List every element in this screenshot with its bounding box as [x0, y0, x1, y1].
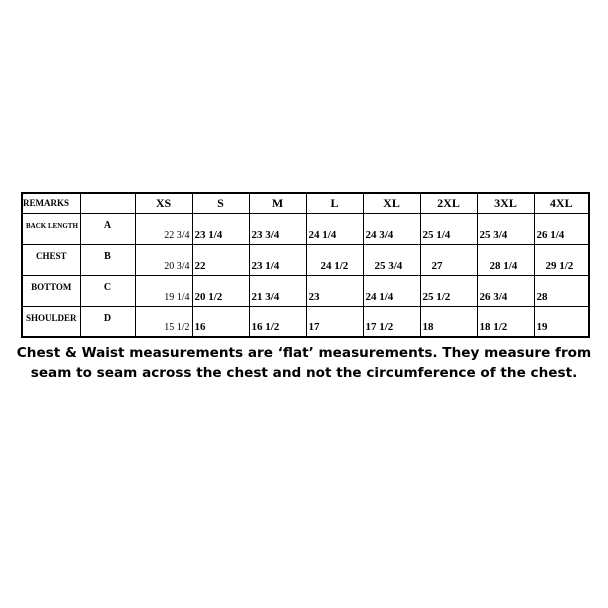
table-cell [306, 306, 363, 337]
size-header-4xl: 4XL [534, 193, 589, 213]
row-label-text: CHEST [35, 250, 67, 261]
table-cell [306, 275, 363, 306]
row-letter-b [80, 244, 135, 275]
table-cell [192, 213, 249, 244]
table-cell [135, 213, 192, 244]
table-cell [249, 244, 306, 275]
cell-value: 23 1/4 [194, 228, 223, 241]
table-cell [135, 306, 192, 337]
table-cell [306, 213, 363, 244]
measurement-note [0, 343, 608, 383]
table-cell [363, 275, 420, 306]
cell-value: 15 1/2 [164, 322, 190, 333]
table-cell [192, 244, 249, 275]
size-header-3xl: 3XL [477, 193, 534, 213]
cell-value: 23 3/4 [251, 228, 280, 241]
table-cell [534, 213, 589, 244]
cell-value: 22 3/4 [164, 229, 190, 241]
size-chart-table [21, 192, 590, 338]
measurement-note-line-2: seam to seam across the chest and not the circumference of the chest. [30, 365, 578, 381]
table-row [22, 244, 589, 275]
cell-value: 16 1/2 [251, 321, 280, 333]
table-cell [420, 306, 477, 337]
cell-value: 26 3/4 [479, 290, 508, 303]
table-cell [306, 244, 363, 275]
table-cell [420, 244, 477, 275]
cell-value: 28 1/4 [489, 259, 518, 272]
cell-value: 25 3/4 [479, 228, 508, 241]
letter-header-blank [80, 193, 135, 213]
table-cell [363, 306, 420, 337]
remarks-header: REMARKS [22, 193, 80, 213]
table-cell [477, 306, 534, 337]
cell-value: 25 3/4 [374, 259, 403, 272]
cell-value: 24 1/2 [320, 259, 349, 272]
table-cell [534, 306, 589, 337]
cell-value: 29 1/2 [545, 259, 574, 272]
cell-value: 19 1/4 [164, 291, 190, 303]
table-cell [363, 213, 420, 244]
table-row [22, 275, 589, 306]
cell-value: 17 1/2 [365, 321, 394, 333]
size-header-xl: XL [363, 193, 420, 213]
cell-value: 28 [536, 290, 548, 303]
table-cell [420, 213, 477, 244]
cell-value: 21 3/4 [251, 290, 280, 303]
measurement-note-line-1: Chest & Waist measurements are ‘flat’ measurements. They measure from [16, 345, 592, 361]
table-cell [534, 275, 589, 306]
table-cell [477, 244, 534, 275]
row-label-back-length [22, 213, 80, 244]
cell-value: 22 [194, 259, 206, 272]
table-cell [477, 213, 534, 244]
table-cell [363, 244, 420, 275]
size-header-l: L [306, 193, 363, 213]
table-cell [249, 306, 306, 337]
table-row [22, 213, 589, 244]
cell-value: 18 [422, 321, 434, 333]
cell-value: 24 1/4 [365, 290, 394, 303]
table-cell [534, 244, 589, 275]
table-cell [135, 244, 192, 275]
size-header-xs: XS [135, 193, 192, 213]
size-header-m: M [249, 193, 306, 213]
size-header-2xl: 2XL [420, 193, 477, 213]
table-cell [420, 275, 477, 306]
row-label-shoulder [22, 306, 80, 337]
row-label-text: BACK LENGTH [26, 221, 78, 230]
row-letter-text: B [104, 250, 111, 262]
cell-value: 17 [308, 321, 320, 333]
row-letter-text: C [103, 281, 112, 293]
cell-value: 23 [308, 290, 320, 303]
row-label-text: SHOULDER [25, 312, 77, 323]
table-cell [135, 275, 192, 306]
table-cell [249, 213, 306, 244]
row-label-text: BOTTOM [31, 281, 72, 292]
cell-value: 23 1/4 [251, 259, 280, 272]
table-cell [249, 275, 306, 306]
cell-value: 20 1/2 [194, 290, 223, 303]
cell-value: 25 1/2 [422, 290, 451, 303]
row-letter-text: D [103, 312, 112, 324]
row-label-bottom [22, 275, 80, 306]
row-letter-d [80, 306, 135, 337]
cell-value: 19 [536, 321, 548, 333]
cell-value: 24 3/4 [365, 228, 394, 241]
row-letter-c [80, 275, 135, 306]
header-row [22, 193, 589, 213]
row-letter-text: A [103, 219, 112, 231]
size-header-s: S [192, 193, 249, 213]
cell-value: 20 3/4 [164, 260, 190, 272]
cell-value: 16 [194, 321, 206, 333]
row-letter-a [80, 213, 135, 244]
table-cell [192, 275, 249, 306]
cell-value: 26 1/4 [536, 228, 565, 241]
cell-value: 27 [431, 259, 443, 272]
cell-value: 25 1/4 [422, 228, 451, 241]
table-row [22, 306, 589, 337]
row-label-chest [22, 244, 80, 275]
size-chart [21, 192, 588, 338]
cell-value: 24 1/4 [308, 228, 337, 241]
cell-value: 18 1/2 [479, 321, 508, 333]
table-cell [192, 306, 249, 337]
table-cell [477, 275, 534, 306]
